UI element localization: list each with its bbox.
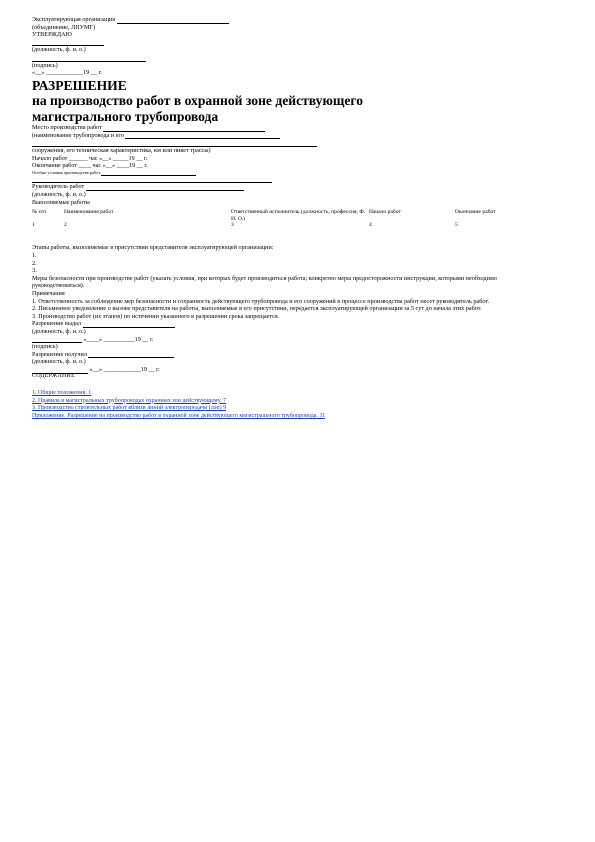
toc-link-rules[interactable]: 2. Правила в магистральных трубопроводах охранных зон действующему. 7 (32, 397, 227, 404)
conditions-label: Особые условия производства работ (32, 169, 101, 175)
note-3: 3. Производство работ (их этапов) по истечении указанного в разрешении срока запрещается. (32, 312, 280, 320)
th-end: Окончание работ (455, 209, 496, 216)
signature-blank (32, 54, 562, 62)
issued-date-blank (32, 336, 82, 343)
org-label: Эксплуатирующая организация (32, 16, 116, 23)
received-line (32, 351, 562, 359)
manager-sub: (должность, ф. и. о.) (32, 191, 86, 198)
manager-blank (86, 184, 244, 191)
col-num-2: 2 (64, 222, 67, 228)
col-num-5: 5 (455, 222, 458, 228)
received-blank (88, 351, 174, 358)
list-item: 3. (32, 267, 37, 275)
toc (32, 373, 562, 421)
doc-title: РАЗРЕШЕНИЕ (32, 77, 127, 93)
manager-line (32, 183, 562, 191)
toc-link-general[interactable]: 1. Общие положения. 1 (32, 390, 92, 397)
issued-position: (должность, ф. и. о.) (32, 327, 86, 335)
col-num-1: 1 (32, 222, 35, 228)
structures-label: сооружения, его техническая характеристика, км или пикет трассы) (32, 147, 211, 155)
received-position: (должность, ф. и. о.) (32, 358, 86, 366)
list-item: 1. (32, 252, 37, 259)
document-page (32, 16, 562, 420)
issued-blank (83, 321, 175, 328)
safety-text: Меры безопасности при производстве работ (указать условия, при которых будет производиться работа; конкретно меры предосторожности инструкции, которыми необходимо руководствоваться). (32, 274, 497, 290)
th-num: № п/п (32, 209, 47, 216)
org-blank (117, 17, 229, 24)
start-line: Начало работ ______ час «__» _____19 __ г. (32, 154, 148, 162)
doc-title-line2: на производство работ в охранной зоне действующего (32, 93, 364, 109)
toc-link-appendix[interactable]: Приложение. Разрешение на производство работ в охранной зоне действующего магистрального трубопровода. 11 (32, 412, 326, 419)
manager-label: Руководитель работ (32, 183, 85, 191)
approve-label: УТВЕРЖДАЮ (32, 31, 72, 39)
issued-date: «____» __________19 __ г. (83, 335, 154, 343)
issued-date-line (32, 336, 562, 344)
received-date: «__» ____________19 __ г. (89, 365, 160, 373)
pipeline-line (32, 132, 562, 140)
note-1: 1. Ответственность за соблюдение мер безопасности и сохранность действующего трубопровода и его сооружений в процессе производства работ несет руководитель работ. (32, 297, 490, 305)
received-label: Разрешение получил (32, 350, 87, 358)
place-blank (103, 125, 265, 132)
approve-blank (32, 39, 562, 47)
works-table (32, 209, 535, 228)
notes-heading: Примечания (32, 289, 65, 297)
place-line (32, 124, 562, 132)
conditions-blank2 (32, 176, 562, 184)
issued-label: Разрешение выдал (32, 320, 82, 328)
th-start: Начало работ (369, 209, 401, 216)
approve-signature: (подпись) (32, 61, 58, 69)
doc-title-line3: магистрального трубопровода (32, 108, 219, 124)
place-label: Место производства работ (32, 124, 102, 132)
works-intro: Этапы работы, выполняемые в присутствии представителя эксплуатирующей организации: (32, 244, 274, 252)
pipeline-blank (125, 132, 280, 139)
toc-heading: СОДЕРЖАНИЕ (32, 372, 75, 379)
th-responsible: Ответственный исполнитель (должность, профессия, Ф. И. О.) (231, 209, 366, 222)
col-num-3: 3 (231, 222, 234, 228)
org-sub: (объединение, ЛПУМГ) (32, 23, 96, 31)
org-line (32, 16, 562, 24)
table-header-row (32, 209, 535, 222)
issued-line (32, 320, 562, 328)
approve-date: «__» ____________19 __ г. (32, 69, 102, 77)
pipeline-label: (наименование трубопровода и его (32, 131, 124, 139)
th-name: Наименование работ (64, 209, 114, 216)
approve-position: (должность, ф. и. о.) (32, 46, 86, 54)
col-num-4: 4 (369, 222, 372, 228)
end-line: Окончание работ ____ час «__» ____19 __ г. (32, 162, 148, 170)
toc-link-construction[interactable]: 3. Производство строительных работ вблизи линий электропередачи (лэп) 9 (32, 405, 227, 412)
list-item: 2. (32, 259, 37, 267)
issued-signature: (подпись) (32, 343, 58, 351)
performed-label: Выполняемые работы (32, 198, 90, 206)
pipeline-blank2 (32, 139, 562, 147)
note-2: 2. Письменное уведомление о вызове представителя на работы, выполняемые в его присутствии, передается эксплуатирующей организации за 5 сут до начала этих работ. (32, 305, 482, 313)
